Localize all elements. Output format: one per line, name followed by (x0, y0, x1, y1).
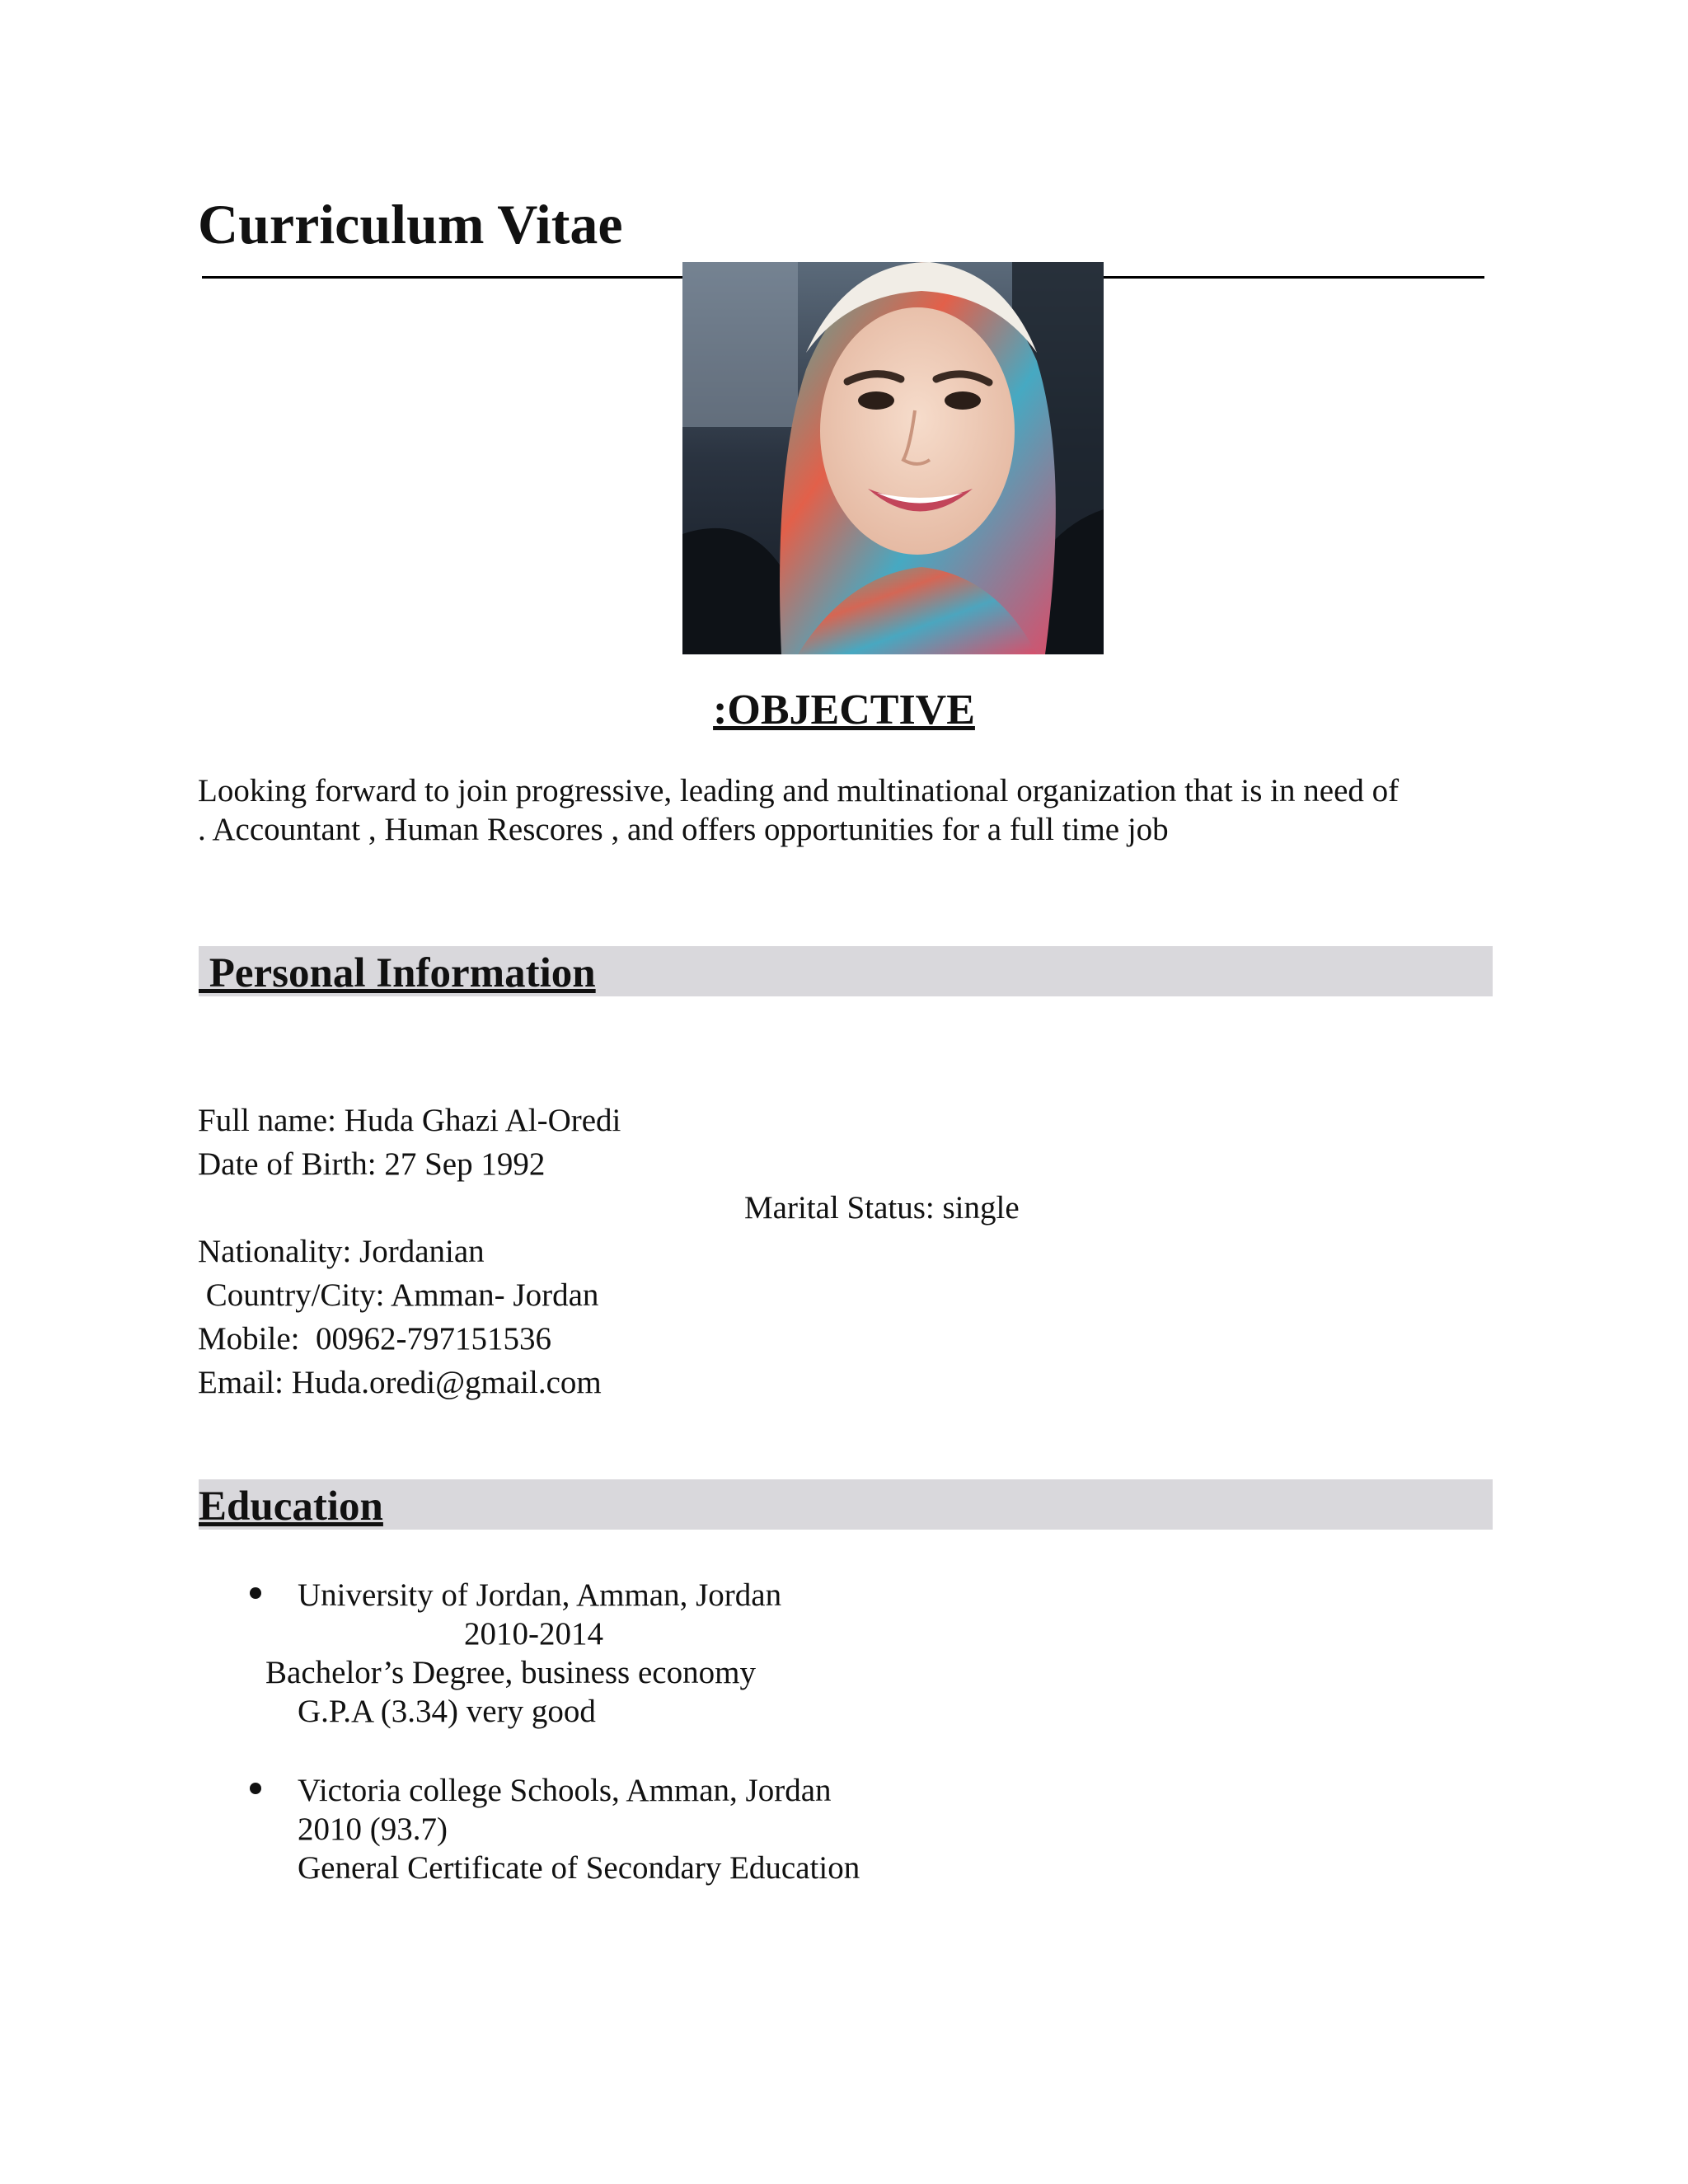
objective-heading: :OBJECTIVE (713, 687, 975, 733)
marital-status: Marital Status: single (744, 1190, 1020, 1226)
personal-info-section-bar (199, 946, 1493, 996)
education-year-score-2: 2010 (93.7) (298, 1811, 448, 1847)
education-years-1: 2010-2014 (464, 1616, 603, 1652)
mobile: Mobile: 00962-797151536 (198, 1321, 551, 1357)
country-city: Country/City: Amman- Jordan (198, 1277, 599, 1313)
profile-photo (682, 262, 1104, 654)
email: Email: Huda.oredi@gmail.com (198, 1365, 602, 1400)
personal-info-heading: Personal Information (199, 950, 596, 996)
education-bullet-1 (250, 1587, 261, 1599)
date-of-birth: Date of Birth: 27 Sep 1992 (198, 1146, 546, 1182)
objective-line-2: . Accountant , Human Rescores , and offers opportunities for a full time job (198, 812, 1169, 847)
education-certificate-2: General Certificate of Secondary Education (298, 1850, 860, 1886)
nationality: Nationality: Jordanian (198, 1234, 485, 1269)
page-title: Curriculum Vitae (198, 193, 623, 255)
education-bullet-2 (250, 1783, 261, 1794)
education-institution-2: Victoria college Schools, Amman, Jordan (298, 1773, 832, 1808)
profile-photo-illustration (682, 262, 1104, 654)
education-section-bar (199, 1479, 1493, 1530)
full-name: Full name: Huda Ghazi Al-Oredi (198, 1103, 621, 1138)
objective-line-1: Looking forward to join progressive, leading and multinational organization that is in need of (198, 773, 1400, 808)
education-heading: Education (199, 1483, 383, 1530)
education-degree-1: Bachelor’s Degree, business economy (265, 1655, 756, 1690)
education-gpa-1: G.P.A (3.34) very good (298, 1694, 596, 1729)
education-institution-1: University of Jordan, Amman, Jordan (298, 1577, 782, 1613)
